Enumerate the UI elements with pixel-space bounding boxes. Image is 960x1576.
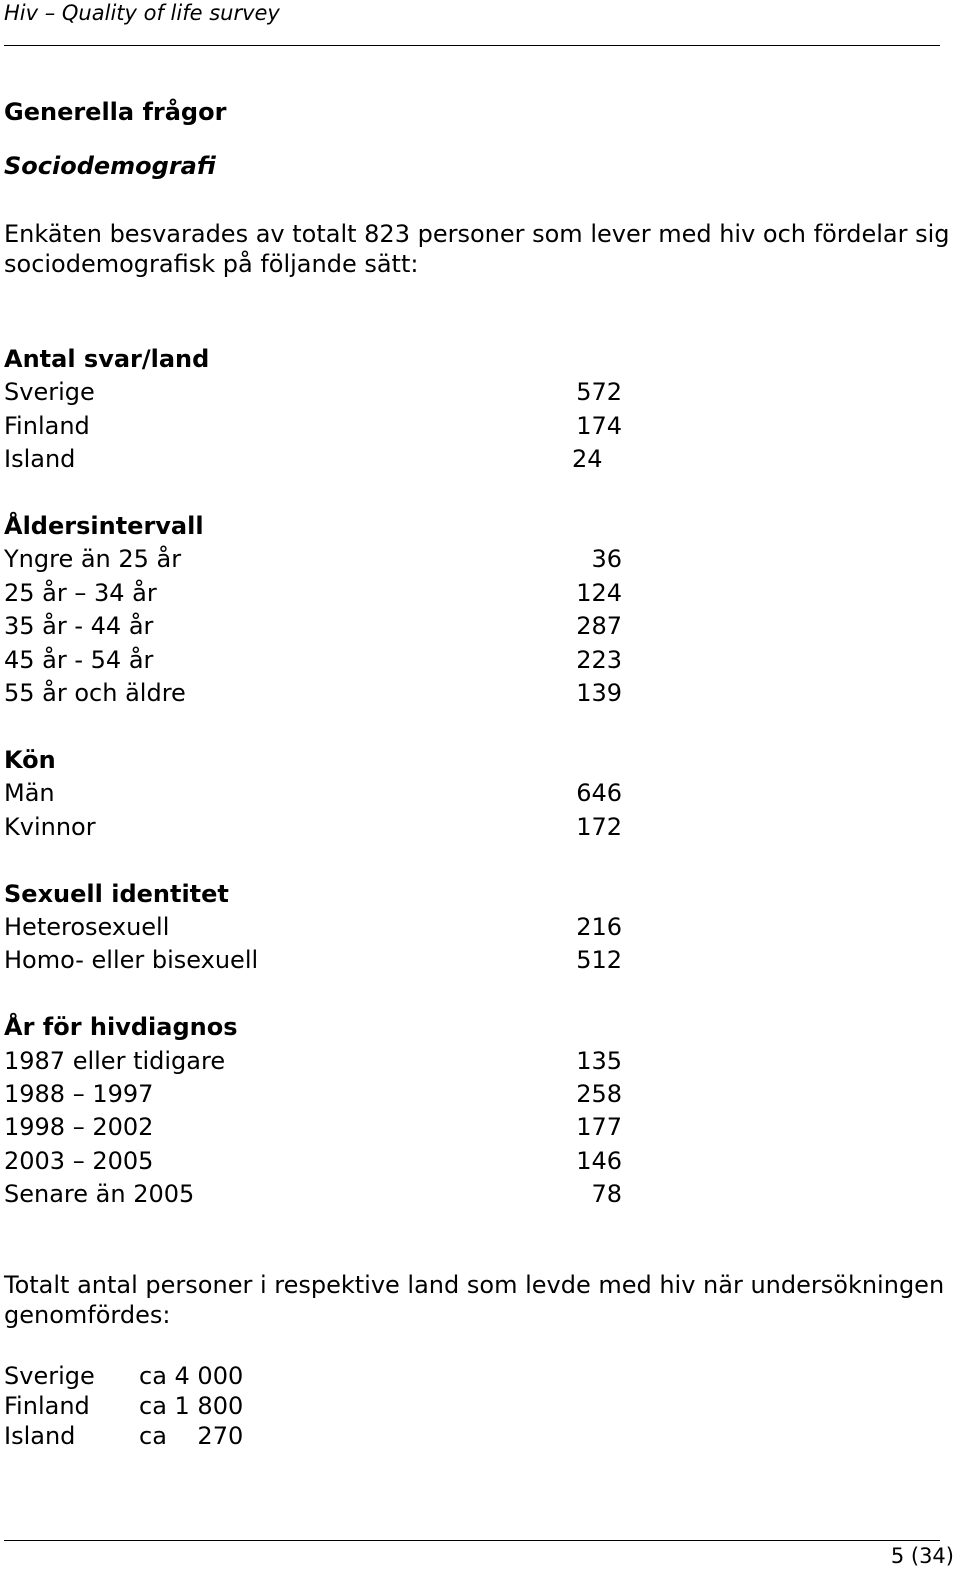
section-title: Antal svar/land [4,345,210,373]
stat-row [4,777,644,810]
stat-label: Sverige [4,378,95,407]
stat-label: Kvinnor [4,812,96,841]
estimate-country: Island [4,1422,76,1450]
stat-value: 135 [576,1046,622,1075]
stat-value: 139 [576,679,622,708]
stat-label: 1998 – 2002 [4,1113,154,1142]
section-heading: Generella frågor [4,98,227,126]
section-title: År för hivdiagnos [4,1013,238,1042]
stat-value: 24 [572,445,603,474]
stat-row [4,577,644,610]
stat-label: Senare än 2005 [4,1180,195,1209]
stat-row [4,610,644,643]
stat-row [4,911,644,944]
stat-value: 646 [576,779,622,808]
stat-value: 36 [591,545,622,574]
stat-label: Island [4,445,76,474]
stat-value: 177 [576,1113,622,1142]
stat-value: 78 [591,1180,622,1209]
stat-label: Homo- eller bisexuell [4,946,259,975]
stat-row [4,811,644,844]
stat-value: 174 [576,411,622,440]
stat-row [4,1045,644,1078]
section-diagnosis-year [4,1011,644,1211]
stat-label: 1988 – 1997 [4,1080,154,1109]
stat-row [4,543,644,576]
stat-value: 146 [576,1146,622,1175]
stat-label: Heterosexuell [4,912,170,941]
stat-row [4,1078,644,1111]
population-estimates [4,1361,243,1451]
stat-value: 223 [576,645,622,674]
section-gender [4,744,644,844]
stat-value: 512 [576,946,622,975]
stat-row [4,1111,644,1144]
header-divider [4,45,940,46]
stat-label: 25 år – 34 år [4,578,157,607]
stat-row [4,410,644,443]
stat-label: Män [4,779,55,808]
total-population-paragraph: Totalt antal personer i respektive land som levde med hiv när undersökningen genomfördes: [4,1271,945,1329]
stat-row [4,1145,644,1178]
stat-value: 124 [576,578,622,607]
estimate-country: Finland [4,1392,90,1420]
stat-label: Yngre än 25 år [4,545,182,574]
estimate-value: ca 4 000 [139,1362,244,1390]
section-title: Kön [4,745,56,774]
intro-paragraph: Enkäten besvarades av totalt 823 personer som lever med hiv och fördelar sig sociodemografisk på följande sätt: [4,220,950,278]
stat-row [4,1178,644,1211]
running-header-title: Hiv – Quality of life survey [4,1,280,25]
stat-row [4,443,644,476]
page-number: 5 (34) [890,1544,954,1568]
demographics-list [4,343,644,1245]
stat-value: 287 [576,612,622,641]
stat-value: 572 [576,378,622,407]
stat-label: 35 år - 44 år [4,612,154,641]
estimate-country: Sverige [4,1362,95,1390]
stat-value: 172 [576,812,622,841]
stat-value: 258 [576,1080,622,1109]
estimate-row [4,1421,243,1451]
stat-value: 216 [576,912,622,941]
estimate-row [4,1361,243,1391]
stat-label: 55 år och äldre [4,679,186,708]
estimate-value: ca 1 800 [139,1392,244,1420]
stat-label: Finland [4,411,90,440]
stat-row [4,677,644,710]
section-title: Åldersintervall [4,512,204,541]
subsection-heading: Sociodemografi [4,152,216,180]
stat-label: 45 år - 54 år [4,645,154,674]
stat-row [4,376,644,409]
section-title: Sexuell identitet [4,879,229,908]
section-sexual-identity [4,878,644,978]
section-responses-by-country [4,343,644,477]
estimate-row [4,1391,243,1421]
stat-row [4,644,644,677]
stat-label: 2003 – 2005 [4,1146,154,1175]
estimate-value: ca 270 [139,1422,244,1450]
section-age-interval [4,510,644,710]
stat-label: 1987 eller tidigare [4,1046,226,1075]
stat-row [4,944,644,977]
footer-divider [4,1540,940,1541]
